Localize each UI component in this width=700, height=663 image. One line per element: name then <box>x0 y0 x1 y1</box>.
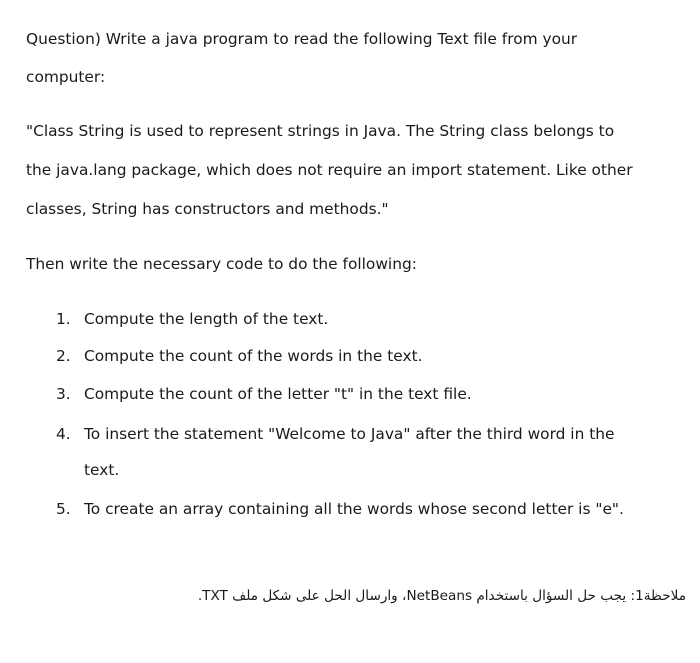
task-item-1 <box>56 310 328 328</box>
task-text: To insert the statement "Welcome to Java" after the third word in the <box>84 425 615 443</box>
arabic-note: ملاحظة1: يجب حل السؤال باستخدام NetBeans، وارسال الحل على شكل ملف TXT. <box>197 588 686 604</box>
task-text: To create an array containing all the words whose second letter is "e". <box>84 500 624 518</box>
question-line-1: Question) Write a java program to read the following Text file from your <box>26 30 578 48</box>
instruction-text: Then write the necessary code to do the following: <box>26 255 417 273</box>
task-item-4-continuation: text. <box>84 461 120 479</box>
quote-line-2: the java.lang package, which does not require an import statement. Like other <box>26 161 633 179</box>
task-text: Compute the count of the letter "t" in the text file. <box>84 385 472 403</box>
question-line-2: computer: <box>26 68 106 86</box>
task-number: 5. <box>56 500 71 518</box>
task-item-4 <box>56 425 614 443</box>
quote-line-3: classes, String has constructors and methods." <box>26 200 389 218</box>
task-item-5 <box>56 500 624 518</box>
task-number: 2. <box>56 347 71 365</box>
task-number: 3. <box>56 385 71 403</box>
task-item-2 <box>56 347 423 365</box>
task-text: Compute the count of the words in the text. <box>84 347 423 365</box>
task-number: 4. <box>56 425 71 443</box>
task-item-3 <box>56 385 472 403</box>
task-text: Compute the length of the text. <box>84 310 329 328</box>
task-number: 1. <box>56 310 71 328</box>
quote-line-1: "Class String is used to represent strings in Java. The String class belongs to <box>26 122 615 140</box>
